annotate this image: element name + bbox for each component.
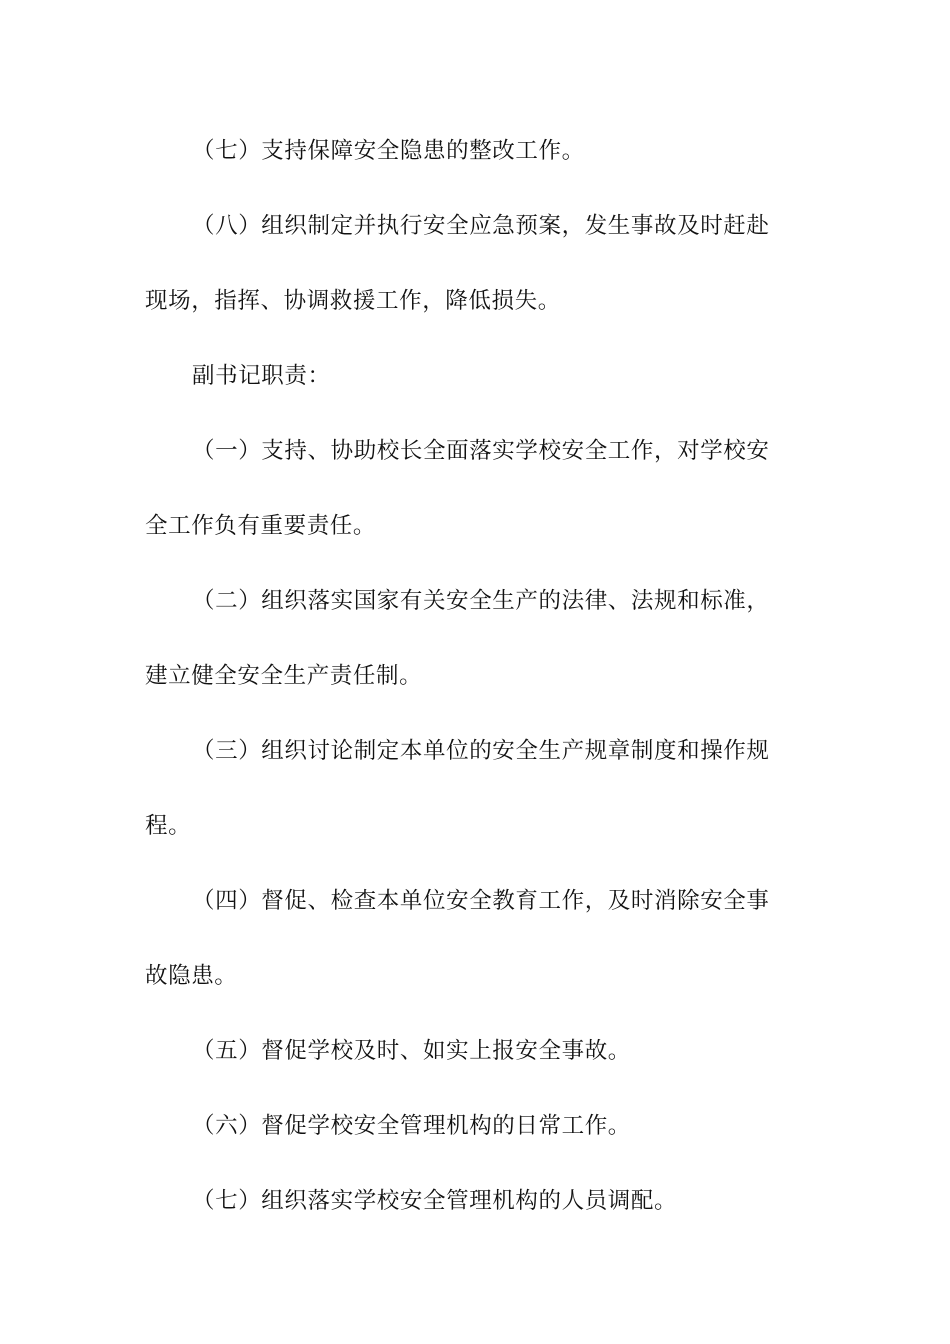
paragraph-item-1-assist-principal: （一）支持、协助校长全面落实学校安全工作，对学校安 (192, 438, 770, 464)
paragraph-item-7-support-rectification: （七）支持保障安全隐患的整改工作。 (192, 138, 585, 164)
paragraph-item-8-continuation: 现场，指挥、协调救援工作，降低损失。 (145, 288, 561, 314)
paragraph-item-3-continuation: 程。 (145, 813, 192, 839)
paragraph-item-1-continuation: 全工作负有重要责任。 (145, 513, 377, 539)
paragraph-item-4-continuation: 故隐患。 (145, 963, 238, 989)
section-heading-deputy-secretary: 副书记职责： (192, 363, 331, 389)
paragraph-item-5-report-accidents: （五）督促学校及时、如实上报安全事故。 (192, 1038, 631, 1064)
paragraph-item-6-daily-work: （六）督促学校安全管理机构的日常工作。 (192, 1113, 631, 1139)
paragraph-item-2-continuation: 建立健全安全生产责任制。 (145, 663, 423, 689)
paragraph-item-2-implement-laws: （二）组织落实国家有关安全生产的法律、法规和标准， (192, 588, 770, 614)
paragraph-item-8-emergency-plan: （八）组织制定并执行安全应急预案，发生事故及时赶赴 (192, 213, 770, 239)
paragraph-item-4-safety-education: （四）督促、检查本单位安全教育工作，及时消除安全事 (192, 888, 770, 914)
paragraph-item-7-staffing: （七）组织落实学校安全管理机构的人员调配。 (192, 1188, 678, 1214)
paragraph-item-3-rules-procedures: （三）组织讨论制定本单位的安全生产规章制度和操作规 (192, 738, 770, 764)
